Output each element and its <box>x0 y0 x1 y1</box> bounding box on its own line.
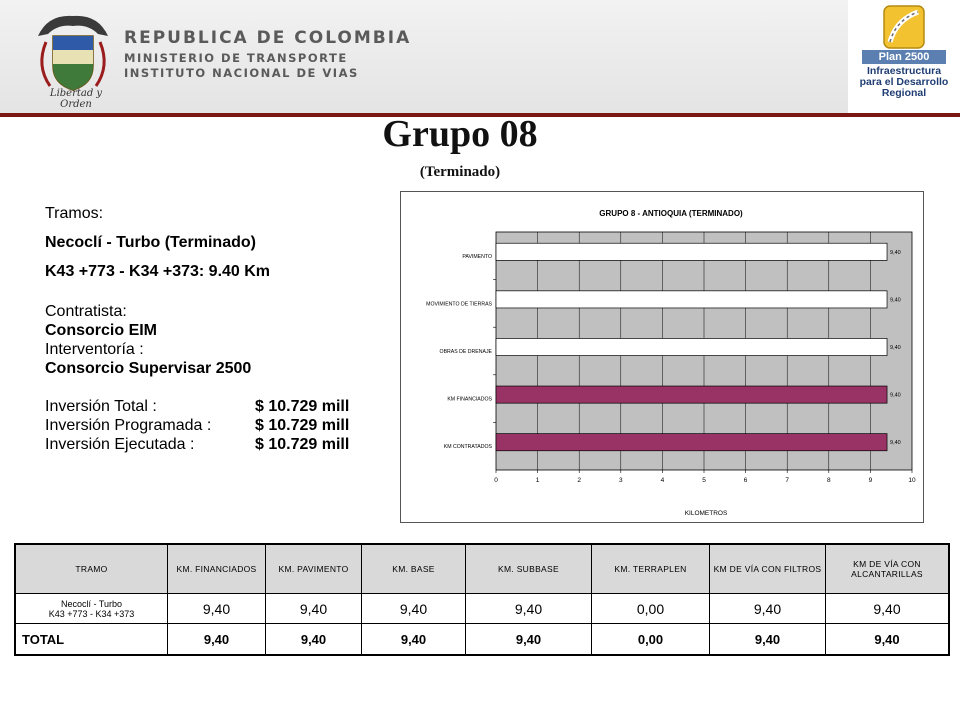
table-cell: 9,40 <box>266 624 362 655</box>
table-header-cell: KM. BASE <box>362 545 466 594</box>
tramo-name: Necoclí - Turbo (Terminado) <box>45 234 256 251</box>
table-header-cell: KM. PAVIMENTO <box>266 545 362 594</box>
chart-x-tick-label: 10 <box>908 477 916 484</box>
chart-plot-area <box>426 232 916 484</box>
chart-bar <box>496 291 887 308</box>
table-cell: 0,00 <box>592 624 710 655</box>
seal-caption: Libertad y Orden <box>49 88 103 110</box>
government-heading <box>124 28 411 80</box>
inversion-total-label: Inversión Total : <box>45 398 157 415</box>
plan-2500-logo <box>848 0 960 113</box>
chart-bar <box>496 386 887 403</box>
plan-subtitle-line: Infraestructura <box>866 65 942 77</box>
table-header-row <box>16 545 949 594</box>
country-name: REPUBLICA DE COLOMBIA <box>124 28 412 48</box>
tramo-line: K43 +773 - K34 +373 <box>48 608 135 619</box>
chart-x-tick-label: 7 <box>785 477 790 484</box>
chart-data-label: 9,40 <box>890 440 901 447</box>
km-summary-table <box>14 543 950 656</box>
inversion-programada-row <box>45 416 395 435</box>
chart-x-tick-label: 4 <box>660 477 665 484</box>
chart-x-tick-label: 3 <box>618 477 623 484</box>
plan-title: Plan 2500 <box>862 50 946 64</box>
interventoria-value: Consorcio Supervisar 2500 <box>45 360 252 377</box>
chart-data-label: 9,40 <box>890 345 901 351</box>
table-cell: 0,00 <box>592 594 710 624</box>
table-cell: 9,40 <box>168 624 266 655</box>
inversion-programada-value: $ 10.729 mill <box>255 417 350 434</box>
table-total-label: TOTAL <box>16 624 168 655</box>
chart-bar <box>496 243 887 260</box>
table-header-cell: KM. TERRAPLEN <box>592 545 710 594</box>
page-subtitle: (Terminado) <box>419 164 501 180</box>
tramos-label: Tramos: <box>45 205 104 222</box>
chart-y-tick-label: KM FINANCIADOS <box>447 396 492 403</box>
table-cell: 9,40 <box>362 594 466 624</box>
institute-name: INSTITUTO NACIONAL DE VIAS <box>124 66 359 80</box>
chart-x-tick-label: 6 <box>743 477 748 484</box>
table-cell: 9,40 <box>466 594 592 624</box>
chart-x-tick-label: 2 <box>577 477 582 484</box>
header-banner <box>0 0 960 113</box>
inversion-total-row <box>45 397 395 416</box>
project-info <box>45 204 395 454</box>
chart-x-tick-label: 5 <box>702 477 706 484</box>
table-cell: 9,40 <box>826 624 949 655</box>
chart-x-tick-label: 1 <box>535 477 540 484</box>
tramo-range: K43 +773 - K34 +373: 9.40 Km <box>45 263 271 280</box>
table-header-cell: KM. SUBBASE <box>466 545 592 594</box>
chart-x-tick-label: 8 <box>826 477 831 484</box>
chart-y-tick-label: PAVIMENTO <box>462 253 492 260</box>
inversion-programada-label: Inversión Programada : <box>45 417 212 434</box>
plan-subtitle <box>854 66 954 99</box>
road-emblem-icon <box>882 4 926 50</box>
plan-subtitle-line: Regional <box>881 87 927 99</box>
table-header-cell: KM DE VÍA CON ALCANTARILLAS <box>826 545 949 594</box>
table-cell: 9,40 <box>362 624 466 655</box>
km-chart-svg <box>401 192 923 522</box>
ministry-name: MINISTERIO DE TRANSPORTE <box>124 51 348 65</box>
table-cell: 9,40 <box>710 624 826 655</box>
inversion-ejecutada-value: $ 10.729 mill <box>255 436 350 453</box>
chart-data-label: 9,40 <box>890 392 901 399</box>
inversion-ejecutada-row <box>45 435 395 454</box>
table-header-cell: TRAMO <box>16 545 168 594</box>
table-cell: 9,40 <box>466 624 592 655</box>
chart-title: GRUPO 8 - ANTIOQUIA (TERMINADO) <box>599 209 743 218</box>
chart-bar <box>496 434 887 451</box>
table-row <box>16 594 949 624</box>
km-chart <box>400 191 924 523</box>
table-header-cell: KM. FINANCIADOS <box>168 545 266 594</box>
table-cell-tramo <box>16 594 168 624</box>
interventoria-label: Interventoría : <box>45 341 144 358</box>
chart-y-tick-label: KM CONTRATADOS <box>443 444 492 451</box>
chart-y-tick-label: MOVIMIENTO DE TIERRAS <box>426 301 492 308</box>
inversion-total-value: $ 10.729 mill <box>255 398 350 415</box>
contratista-value: Consorcio EIM <box>45 322 158 339</box>
chart-x-axis-label: KILOMETROS <box>684 510 728 517</box>
chart-x-tick-label: 9 <box>868 477 873 484</box>
table-header-cell: KM DE VÍA CON FILTROS <box>710 545 826 594</box>
table-cell: 9,40 <box>826 594 949 624</box>
chart-data-label: 9,40 <box>890 249 901 256</box>
table-cell: 9,40 <box>710 594 826 624</box>
chart-y-tick-label: OBRAS DE DRENAJE <box>439 349 492 355</box>
inversion-ejecutada-label: Inversión Ejecutada : <box>45 436 195 453</box>
tramo-line: Necoclí - Turbo <box>60 598 123 609</box>
chart-bar <box>496 338 887 355</box>
chart-x-tick-label: 0 <box>494 477 498 484</box>
page-title: Grupo 08 <box>382 113 538 155</box>
contratista-label: Contratista: <box>45 303 127 320</box>
plan-subtitle-line: para el Desarrollo <box>859 76 949 88</box>
table-total-row <box>16 624 949 655</box>
chart-data-label: 9,40 <box>890 297 901 304</box>
table-cell: 9,40 <box>266 594 362 624</box>
table-cell: 9,40 <box>168 594 266 624</box>
